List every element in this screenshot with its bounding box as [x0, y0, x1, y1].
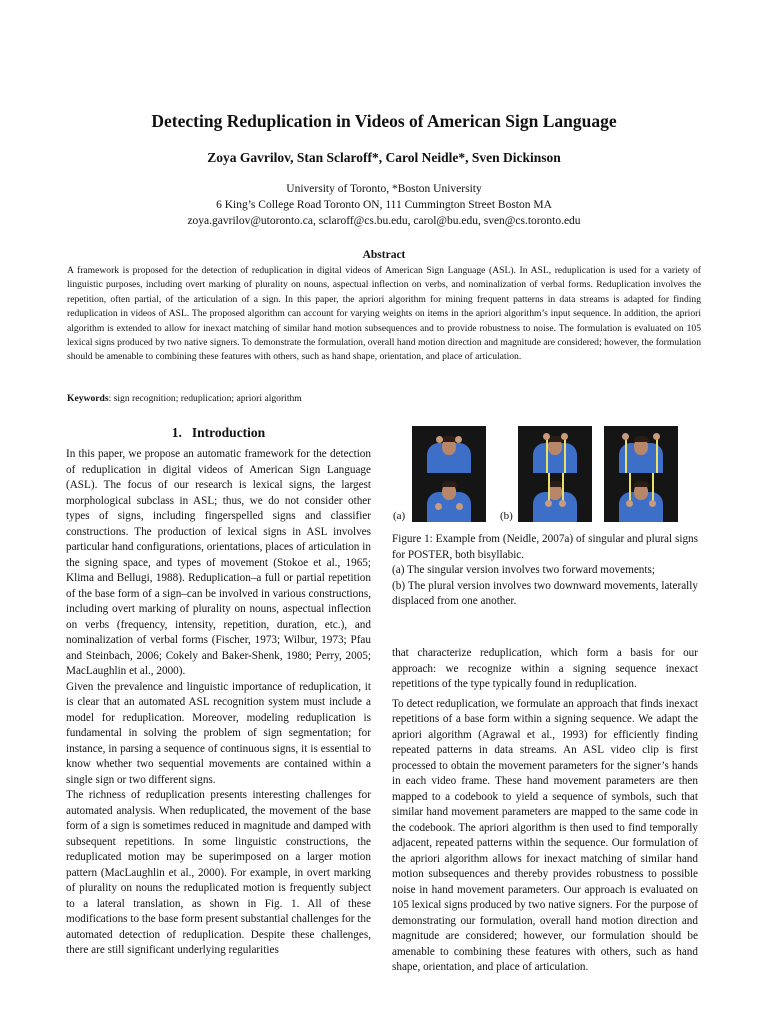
affiliation-institutions: University of Toronto, *Boston University: [286, 183, 482, 195]
figure-b-frame-1: [518, 426, 592, 473]
section-title: Introduction: [191, 425, 266, 440]
figure-label-a: (a): [393, 510, 406, 522]
intro-paragraph-3: The richness of reduplication presents interesting challenges for automated analysis. When reduplicated, the movement of the base form of a sign is sometimes reduced in magnitude and damped with subsequent repetitions. In some linguistic constructions, the reduplicated motion may be superimposed on a larger motion pattern (MacLaughlin et al., 2000). For example, in overt marking of plurality on nouns the reduplicated motion is frequently subject to a lateral translation, as shown in Fig. 1. All of these modifications to the base form present substantial challenges for the automated detection of reduplication. Despite these challenges, there are still significant underlying regularities: [66, 789, 371, 956]
affiliation-emails: zoya.gavrilov@utoronto.ca, sclaroff@cs.bu.edu, carol@bu.edu, sven@cs.toronto.edu: [187, 215, 581, 227]
figure-label-b: (b): [500, 510, 513, 522]
abstract-text: A framework is proposed for the detection of reduplication in digital videos of American Sign Language (ASL). In ASL, reduplication is used for a variety of linguistic purposes, including overt marking of plurality on nouns, aspectual inflection on verbs, and nominalization of verbal forms. Reduplication involves the repetition, often partial, of the articulation of a sign. In this paper, the apriori algorithm for mining frequent patterns in data streams is adapted for finding reduplication in videos of ASL. The proposed algorithm can account for varying weights on items in the apriori algorithm’s input sequence. In addition, the apriori algorithm is extended to allow for inexact matching of similar hand motion subsequences and to provide robustness to noise. The formulation is evaluated on 105 lexical signs produced by two native signers. To demonstrate the formulation, overall hand motion direction and magnitude are considered; however, the formulation should be amenable to combining these features with others, such as hand shape, orientation, and place of articulation.: [67, 265, 701, 363]
intro-paragraph-1: In this paper, we propose an automatic framework for the detection of reduplication in digital videos of American Sign Language (ASL). The focus of our research is lexical signs, the largest morphological subclass in ASL; thus, we do not consider other types of signs, including fingerspelled signs and classifier constructions. The production of lexical signs in ASL involves particular hand configurations, orientations, places of articulation in the signing space, and types of movement (Stokoe et al., 1965; Klima and Bellugi, 1988). Reduplication–a full or partial repetition of the base form of a sign–can be involved in various constructions, including overt marking of plurality on nouns, aspectual inflection on verbs (frequency, intensity, repetition, duration, etc.), and nominalization of verbal forms (Fischer, 1973; Wilbur, 1973; Pfau and Steinbach, 2006; Cokely and Baker-Shenk, 1980; Perry, 2005; MacLaughlin et al., 2000).: [66, 448, 371, 677]
author-list: Zoya Gavrilov, Stan Sclaroff*, Carol Neidle*, Sven Dickinson: [207, 150, 561, 165]
figure-a-frame-2: [412, 473, 486, 522]
keywords-text: : sign recognition; reduplication; apriori algorithm: [108, 393, 302, 404]
figure-b-frame-3: [604, 426, 678, 473]
section-heading-introduction: [66, 425, 371, 441]
intro-paragraph-2: Given the prevalence and linguistic importance of reduplication, it is clear that an automated ASL recognition system must include a model for reduplication. Moreover, modeling reduplication is fundamental in solving the problem of sign segmentation; for instance, in parsing a sequence of continuous signs, it is essential to know whether two sequential movements are contained within a single sign or two different signs.: [66, 680, 371, 786]
figure-1: [392, 424, 698, 524]
figure-b-frame-4: [604, 473, 678, 522]
figure-b-frame-2: [518, 473, 592, 522]
right-paragraph-1: that characterize reduplication, which form a basis for our approach: we recognize within a signing sequence inexact repetitions of the type typically found in reduplication.: [392, 647, 698, 690]
caption-line-1: Figure 1: Example from (Neidle, 2007a) of singular and plural signs for POSTER, both bisyllabic.: [392, 533, 698, 561]
left-column-body: [66, 447, 371, 959]
affiliation-addresses: 6 King’s College Road Toronto ON, 111 Cummington Street Boston MA: [216, 199, 552, 211]
section-number: 1.: [171, 425, 182, 440]
keywords-line: [67, 392, 701, 406]
caption-line-2: (a) The singular version involves two forward movements;: [392, 564, 655, 576]
right-paragraph-2: To detect reduplication, we formulate an approach that finds inexact repetitions of a base form within a signing sequence. We adapt the apriori algorithm (Agrawal et al., 1993) for efficiently finding repeated patterns in data streams. An ASL video clip is first processed to obtain the movement parameters for the signer’s hands in each video frame. These hand movement parameters are then mapped to a codebook to yield a sequence of symbols, such that similar hand movement parameters are mapped to the same code in the codebook. The apriori algorithm is then used to find temporally adjacent, repeated patterns within the sequence. Our formulation of the apriori algorithm allows for inexact matching of similar hand motion subsequences and thereby provides robustness to possible noise in hand movement parameters. Our approach is evaluated on 105 lexical signs produced by two native signers. For the purpose of demonstrating our formulation, overall hand motion direction and magnitude are considered; however, our formulation should be amenable to combining these features with others, such as hand shape, orientation, and place of articulation.: [392, 697, 698, 973]
figure-a-frame-1: [412, 426, 486, 473]
abstract-heading: Abstract: [362, 249, 406, 261]
affiliation-block: [0, 181, 768, 229]
figure-1-caption: [392, 532, 698, 610]
keywords-label: Keywords: [67, 393, 109, 404]
right-column-body: [392, 646, 698, 980]
caption-line-3: (b) The plural version involves two downward movements, laterally displaced from one another.: [392, 579, 698, 607]
paper-title: Detecting Reduplication in Videos of American Sign Language: [151, 111, 617, 131]
